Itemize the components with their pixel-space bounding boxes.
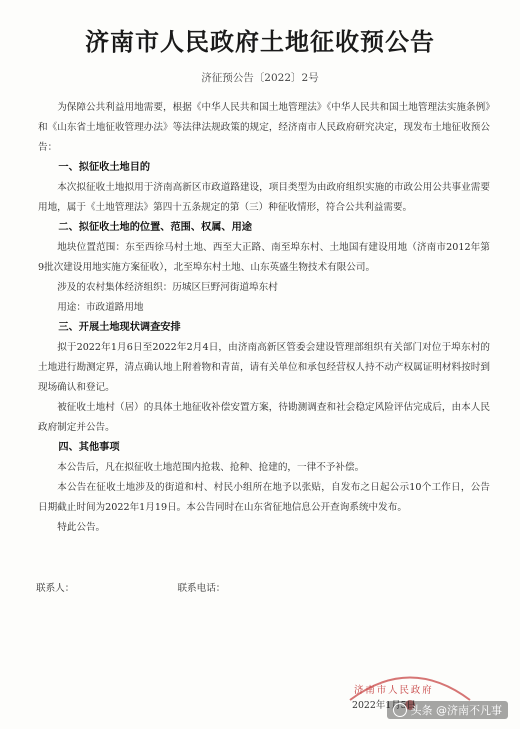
intro-paragraph: 为保障公共利益用地需要，根据《中华人民共和国土地管理法》《中华人民共和国土地管理法实施条例》和《山东省土地征收管理办法》等法律法规政策的规定，经济南市人民政府研究决定，现发布土地征收预公告：: [38, 102, 490, 153]
section2-location: 地块位置范围：东至西徐马村土地、西至大正路、南至埠东村、土地国有建设用地（济南市2012年第9批次建设用地实施方案征收），北至埠东村土地、山东英盛生物技术有限公司。: [38, 242, 490, 273]
section1-heading: 一、拟征收土地目的: [58, 162, 151, 173]
contact-person-label: 联系人：: [36, 583, 75, 594]
section4-heading: 四、其他事项: [58, 442, 120, 453]
signature-date: 2022年1月5日: [352, 700, 416, 711]
section2-heading: 二、拟征收土地的位置、范围、权属、用途: [58, 222, 252, 233]
section1-paragraph: 本次拟征收土地拟用于济南高新区市政道路建设，项目类型为由政府组织实施的市政公用公共事业需要用地，属于《土地管理法》第四十五条规定的第（三）种征收情形，符合公共利益需要。: [38, 182, 490, 213]
section3-paragraph-1: 拟于2022年1月6日至2022年2月4日，由济南高新区管委会建设管理部组织有关部门对位于埠东村的土地进行勘测定界，清点确认地上附着物和青苗，请有关单位和承包经营权人持不动产权属证明材料按时到现场确认和登记。: [38, 342, 490, 393]
document-number: 济征预公告〔2022〕2号: [201, 72, 319, 84]
seal-organization: 济南市人民政府: [354, 685, 434, 696]
source-watermark: [387, 701, 509, 719]
section3-heading: 三、开展土地现状调查安排: [58, 322, 181, 333]
document-body: [38, 98, 490, 538]
contact-line: [36, 580, 325, 594]
closing-line: 特此公告。: [57, 522, 106, 533]
section2-organization: 涉及的农村集体经济组织：历城区巨野河街道埠东村: [57, 282, 278, 293]
watermark-logo-icon: [393, 703, 407, 717]
contact-phone-label: 联系电话：: [177, 583, 226, 594]
section2-usage: 用途：市政道路用地: [57, 302, 144, 313]
section4-paragraph-1: 本公告后，凡在拟征收土地范围内抢栽、抢种、抢建的，一律不予补偿。: [57, 462, 365, 473]
page-title: 济南市人民政府土地征收预公告: [85, 28, 435, 56]
section3-paragraph-2: 被征收土地村（居）的具体土地征收补偿安置方案，待勘测调查和社会稳定风险评估完成后，由本人民政府制定并公告。: [38, 402, 490, 433]
section4-paragraph-2: 本公告在征收土地涉及的街道和村、村民小组所在地予以张贴，自发布之日起公示10个工作日，公告日期截止时间为2022年1月19日。本公告同时在山东省征地信息公开查询系统中发布。: [38, 482, 490, 513]
watermark-text: 头条 @济南不凡事: [410, 704, 502, 717]
